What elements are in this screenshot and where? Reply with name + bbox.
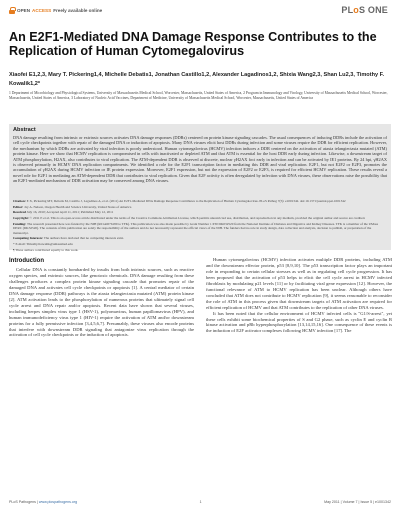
citation-label: Citation: [13, 199, 26, 203]
funding-label: Funding: [13, 221, 27, 226]
oa-suffix: Freely available online [53, 8, 103, 13]
editor-text: Jay A. Nelson, Oregon Health and Science University, United States of America [24, 204, 132, 209]
intro-column-right [206, 257, 392, 334]
oa-prefix: OPEN [17, 8, 31, 13]
page-footer [9, 500, 391, 504]
competing-text: The authors have declared that no competing interests exist. [43, 236, 125, 241]
oa-word: ACCESS [32, 8, 52, 13]
footer-page-number: 1 [199, 500, 202, 504]
dates-label: Received [13, 210, 26, 215]
editor-label: Editor: [13, 204, 24, 209]
funding-text: The research presented here was funded by the NIH (R01AI076189 to TFK). This publication was also made possible by Grant Number 1 P30 DK032520 from the National Institute of Diabetes and Digestive and Kidney Diseases. TFK is a member of the UMass DERC (DK32520). The contents of this publication are solely the responsibility of the authors and do not necessarily represent the official views of the NIH. The funders had no role in study design, data collection and analysis, decision to publish, or preparation of the manuscript. [13, 221, 379, 235]
affiliations: 1 Department of Microbiology and Physiological Systems, University of Massachusetts Medical School, Worcester, Massachusetts, United States of America, 2 Program in Immunology and Virology, University of Massachusetts Medical School, Worcester, Massachusetts, United States of America, 3 Laboratory of Nucleic Acid Vaccines, Department of Medicine, University of Massachusetts Medical School, Worcester, Massachusetts, United States of America [9, 91, 388, 100]
logo-rest: S ONE [358, 5, 388, 15]
intro-paragraph: Cellular DNA is constantly bombarded by insults from both intrinsic sources, such as reactive oxygen species, and extrinsic sources, like genotoxic chemicals. DNA damage resulting from these challenges produces a complex protein kinase signaling cascade that promotes repair of the damaged DNA and activates cell cycle checkpoints or apoptosis [1]. A central mediator of certain DNA damage response (DDR) pathways is the ataxia telangiectasia mutated (ATM) protein kinase [2]. ATM activation leads to the phosphorylation of numerous proteins that ultimately signal cell cycle arrest and DNA repair and/or apoptosis. Recent data have shown that several viruses, including herpes simplex virus type 1 (HSV-1), polyomavirus, human papillomavirus (HPV), and human immunodeficiency virus type 1 (HIV-1) require the activation of ATM and/or downstream proteins for a fully permissive infection [3,4,5,6,7]. Presumably, these viruses also encode proteins that interfere with downstream DDR signaling that antagonize virus replication through the activation of cell cycle checkpoints or the induction of apoptosis. [9, 267, 194, 338]
dates-line [13, 210, 387, 215]
author-list: Xiaofei E1,2,3, Mary T. Pickering1,4, Michelle Debatis1, Jonathan Castillo1,2, Alexander Lagadinos1,2, Shixia Wang2,3, Shan Lu2,3, Timothy F. Kowalik1,2* [9, 72, 385, 87]
editor-line [13, 205, 387, 210]
abstract-text: DNA damage resulting from intrinsic or extrinsic sources activates DNA damage responses (DDRs) centered on protein kinase signaling cascades. The usual consequences of inducing DDRs include the activation of cell cycle checkpoints together with repair of the damaged DNA or induction of apoptosis. Many DNA viruses elicit host DDRs during infection and some viruses require the DDR for efficient replication. However, the mechanism by which DDRs are activated by viral infection is poorly understood. Human cytomegalovirus (HCMV) infection induces a DDR centered on the activation of ataxia telangiectasia mutated (ATM) protein kinase. Here we show that HCMV replication is compromised in cells with inactivated or depleted ATM and that ATM is essential for the host DDR early during infection. Likewise, a downstream target of ATM phosphorylation, H2AX, also contributes to viral replication. The ATM-dependent DDR is observed at discrete, nuclear γH2AX foci early in infection and can be activated by IE1 proteins. By 24 hpi, γH2AX is observed primarily in HCMV DNA replication compartments. We identified a role for the E2F1 transcription factor in mediating this DDR and viral replication. E2F1, but not E2F2 or E2F3, promotes the accumulation of γH2AX during HCMV infection or IE protein expression. Moreover, E2F1 expression, but not the expression of E2F2 or E2F3, is required for efficient HCMV replication. These results reveal a novel role for E2F1 in mediating an ATM-dependent DDR that contributes to viral replication. Given that E2F activity is often deregulated by infection with DNA viruses, these observations raise the possibility that an E2F1-mediated mechanism of DDR activation may be conserved among DNA viruses. [13, 135, 387, 184]
email-line[interactable]: * E-mail: Timothy.Kowalik@umassmed.edu [13, 242, 73, 247]
citation-text[interactable]: E X, Pickering MT, Debatis M, Castillo J, Lagadinos A, et al. (2011) An E2F1-Mediated DNA Damage Response Contributes to the Replication of Human Cytomegalovirus. PLoS Pathog 7(5): e1001342. doi:10.1371/journal.ppat.1001342 [26, 199, 346, 203]
intro-paragraph: Human cytomegalovirus (HCMV) infection activates multiple DDR proteins, including ATM and the downstream effector protein, p53 [8,9,10]. The p53 transcription factor plays an important role in responding to certain cellular stresses as well as in regulating cell cycle progression. It has been proposed that the activation of p53 helps to elicit the cell cycle arrest in HCMV infected fibroblasts by modulating p21 levels [11] or by facilitating viral gene expression [12]. However, the functional relevance of ATM to HCMV replication has been unclear. Although others have concluded that ATM does not contribute to HCMV replication [9], it seems reasonable to reconsider the role of ATM in this process given that downstream targets of ATM activation are required for efficient replication of HCMV and that ATM contributes to the replication of other DNA viruses. [206, 257, 392, 310]
copyright-text: © 2011 E et al. This is an open-access article distributed under the terms of the Creative Commons Attribution License, which permits unrestricted use, distribution, and reproduction in any medium, provided the original author and source are credited. [29, 216, 366, 221]
footer-journal-name: PLoS Pathogens [9, 500, 36, 504]
journal-logo [341, 5, 388, 15]
competing-line [13, 236, 387, 241]
copyright-line [13, 216, 387, 221]
footer-journal: PLoS Pathogens | www.plospathogens.org [9, 500, 78, 504]
competing-label: Competing Interests: [13, 236, 44, 241]
equal-contribution-note: ¶ These authors contributed equally to this work. [13, 247, 79, 252]
abstract-heading: Abstract [13, 127, 36, 133]
logo-one: o [353, 5, 359, 15]
funding-line [13, 222, 387, 236]
footer-url[interactable]: www.plospathogens.org [38, 500, 78, 504]
article-title: An E2F1-Mediated DNA Damage Response Contributes to the Replication of Human Cytomegalovirus [9, 30, 377, 59]
intro-paragraph: It has been noted that the cellular environment of HCMV infected cells is "G1/S-arrest", yet these cells exhibit some biochemical properties of S and G2 phase, such as cyclin E and cyclin B kinase activation and pRb hyperphosphorylation [13,14,15,16]. One consequence of these events is the induction of E2F activator complexes following HCMV infection [17]. The [206, 310, 392, 334]
open-access-badge [9, 7, 102, 14]
dates-text: July 16, 2010; Accepted April 11, 2011; Published May 12, 2011 [26, 210, 114, 215]
footer-issue: May 2011 | Volume 7 | Issue 5 | e1001342 [324, 500, 391, 504]
citation-line [13, 199, 387, 204]
intro-column-left [9, 267, 194, 338]
article-metadata [13, 199, 387, 254]
open-access-lock-icon [9, 7, 15, 14]
logo-main: PL [341, 5, 354, 15]
copyright-label: Copyright: [13, 216, 29, 221]
intro-heading: Introduction [9, 258, 44, 264]
